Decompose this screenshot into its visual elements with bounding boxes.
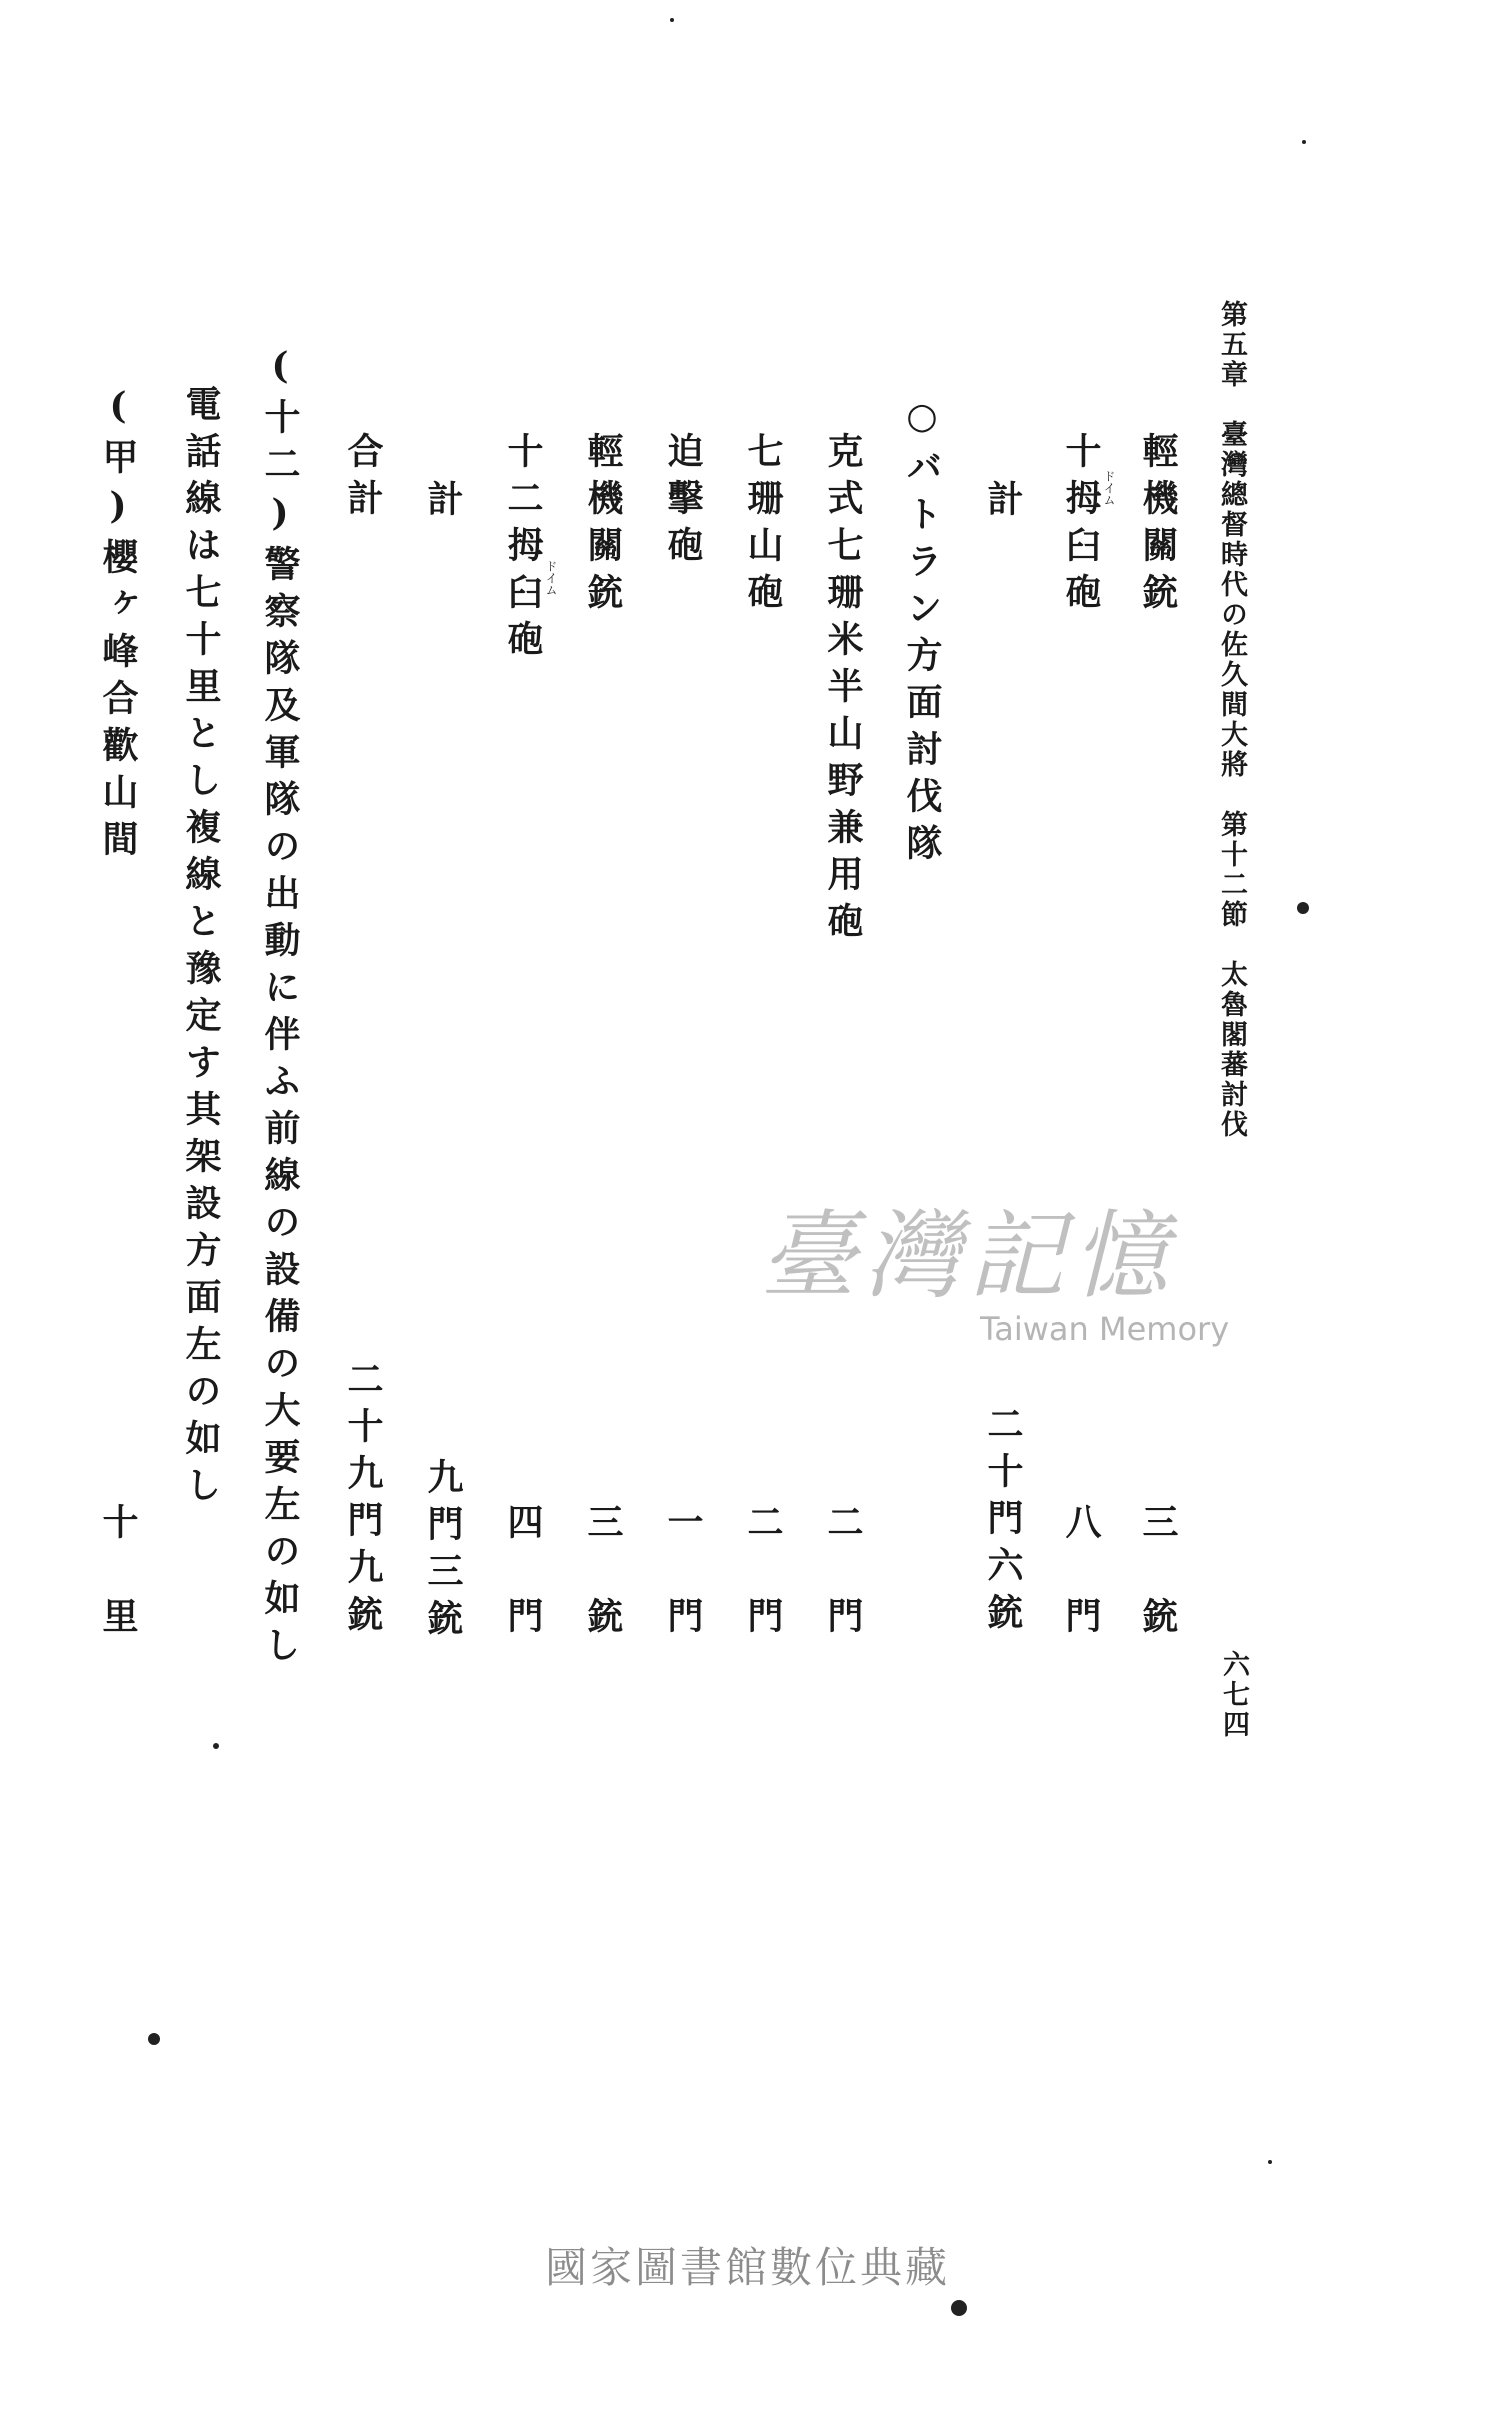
text-line-3-bottom: 二十門六銃 bbox=[982, 1405, 1024, 1640]
ruby-annotation-1: ドイム bbox=[1102, 470, 1116, 506]
footer-credit: 國家圖書館數位典藏 bbox=[545, 2243, 951, 2292]
text-line-12: (十二)警察隊及軍隊の出動に伴ふ前線の設備の大要左の如し bbox=[259, 345, 301, 1673]
text-line-2-top: 十拇臼砲 bbox=[1060, 432, 1102, 620]
text-line-1-top: 輕機關銃 bbox=[1137, 432, 1179, 620]
text-line-6-bottom: 二 門 bbox=[742, 1503, 784, 1644]
scan-speck bbox=[1268, 2160, 1272, 2164]
text-line-5-top: 克式七珊米半山野兼用砲 bbox=[822, 432, 864, 949]
text-line-3-top: 計 bbox=[982, 480, 1024, 527]
text-line-7-bottom: 一 門 bbox=[662, 1503, 704, 1644]
watermark-english-text: Taiwan Memory bbox=[980, 1310, 1230, 1348]
scan-speck bbox=[213, 1743, 219, 1749]
text-line-14-bottom: 十 里 bbox=[97, 1503, 139, 1644]
text-line-8-top: 輕機關銃 bbox=[582, 432, 624, 620]
text-line-8-bottom: 三 銃 bbox=[582, 1503, 624, 1644]
ruby-annotation-2: ドイム bbox=[544, 560, 558, 596]
text-line-7-top: 迫擊砲 bbox=[662, 432, 704, 573]
text-line-9-bottom: 四 門 bbox=[502, 1503, 544, 1644]
text-line-2-bottom: 八 門 bbox=[1060, 1503, 1102, 1644]
text-line-11-top: 合計 bbox=[342, 432, 384, 526]
page-number: 六七四 bbox=[1218, 1650, 1249, 1740]
text-line-10-top: 計 bbox=[422, 480, 464, 527]
text-line-11-bottom: 二十九門九銃 bbox=[342, 1360, 384, 1642]
text-line-10-bottom: 九門三銃 bbox=[422, 1458, 464, 1646]
scan-speck bbox=[670, 18, 674, 22]
text-line-6-top: 七珊山砲 bbox=[742, 432, 784, 620]
text-line-9-top: 十二拇臼砲 bbox=[502, 432, 544, 667]
scan-speck bbox=[951, 2300, 967, 2316]
watermark-logo bbox=[760, 1180, 1260, 1348]
running-title: 第五章 臺灣總督時代の佐久間大將 第十二節 太魯閣蕃討伐 bbox=[1216, 300, 1247, 1140]
scan-speck bbox=[148, 2033, 160, 2045]
text-line-5-bottom: 二 門 bbox=[822, 1503, 864, 1644]
text-line-4-top: ○バトラン方面討伐隊 bbox=[901, 395, 943, 871]
scan-speck bbox=[1302, 140, 1306, 144]
text-line-1-bottom: 三 銃 bbox=[1137, 1503, 1179, 1644]
text-line-13: 電話線は七十里とし複線と豫定す其架設方面左の如し bbox=[180, 385, 222, 1513]
watermark-cjk-text: 臺灣記憶 bbox=[760, 1200, 1176, 1312]
text-line-14-top: (甲)櫻ヶ峰合歡山間 bbox=[97, 385, 139, 867]
scan-speck bbox=[1297, 902, 1309, 914]
